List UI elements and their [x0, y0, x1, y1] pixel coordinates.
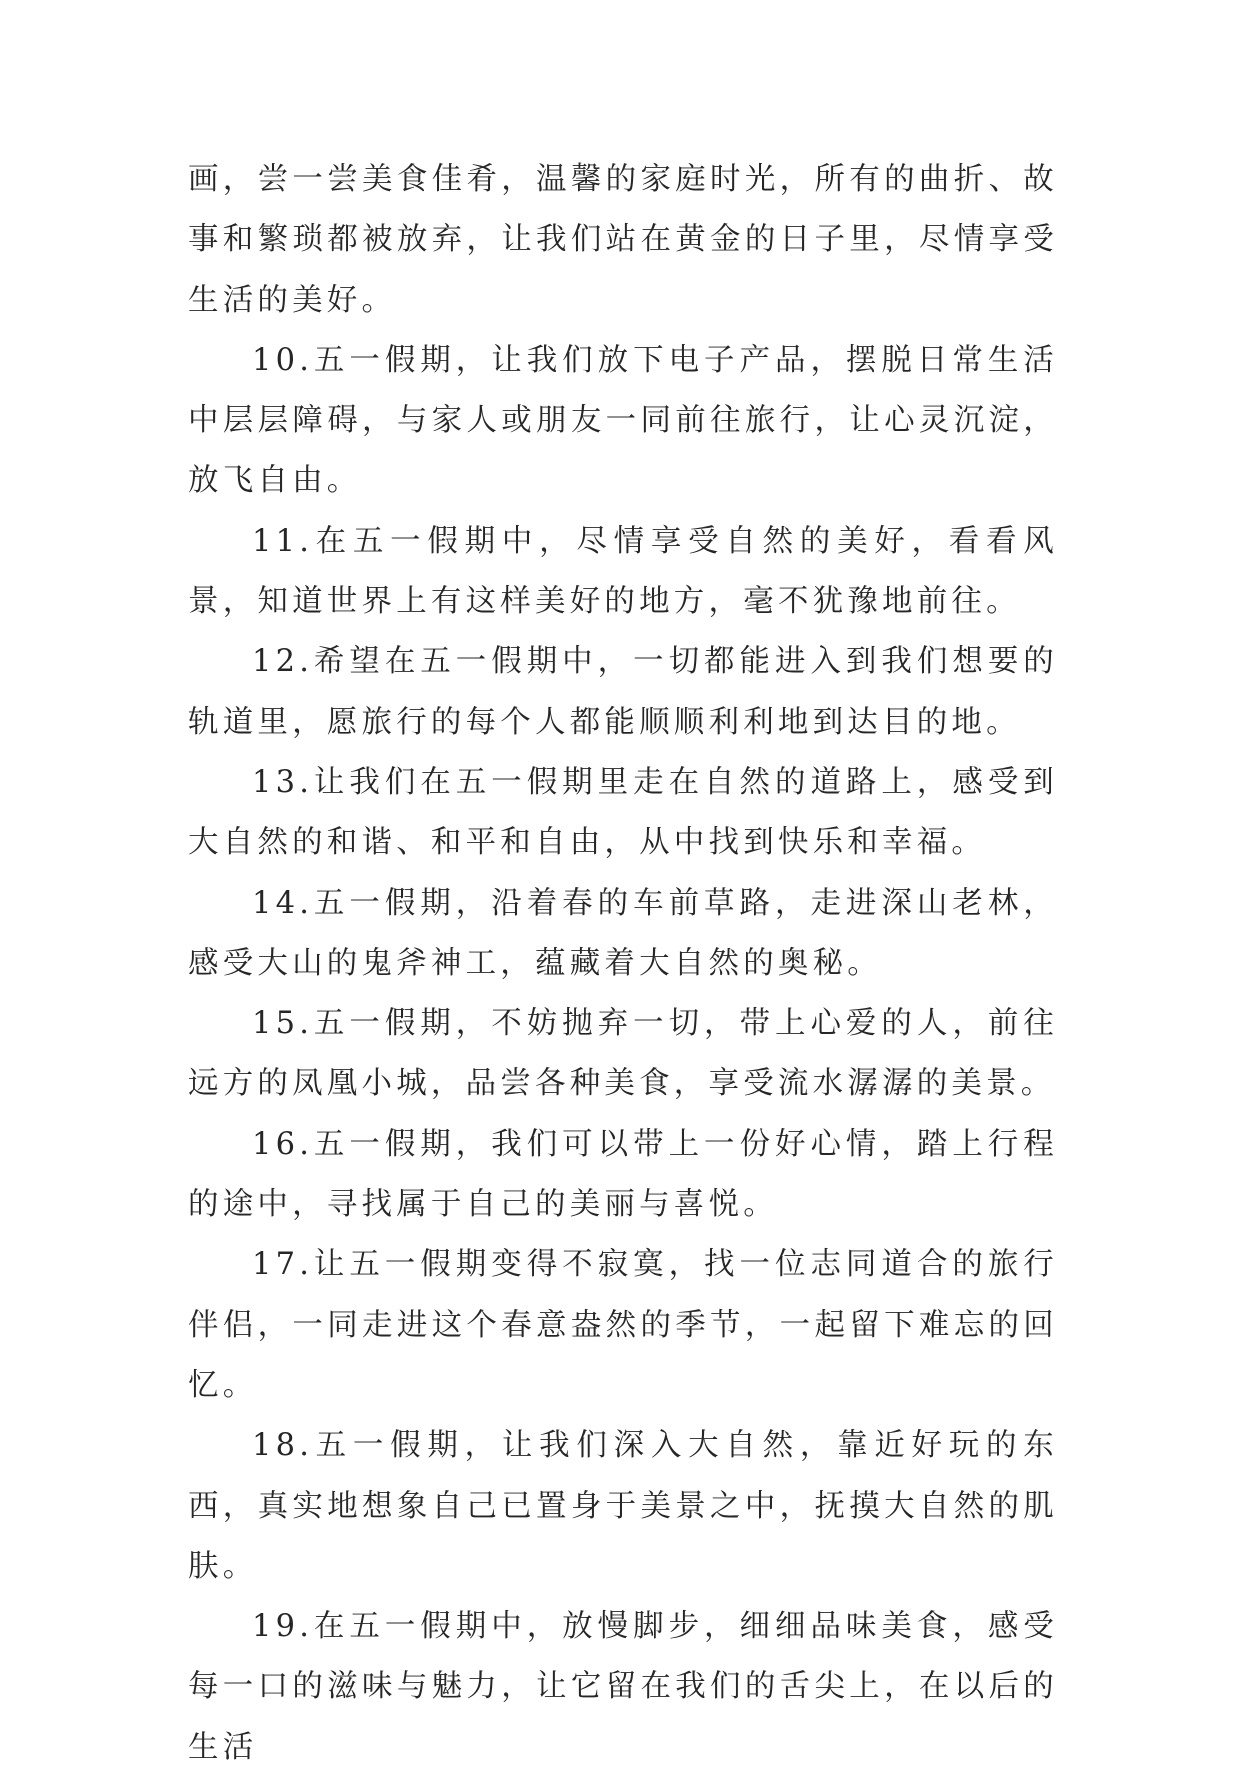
- paragraph-item-17: 17.让五一假期变得不寂寞，找一位志同道合的旅行伴侣，一同走进这个春意盎然的季节，一起留下难忘的回忆。: [188, 1247, 1058, 1403]
- paragraph-item-18: 18.五一假期，让我们深入大自然，靠近好玩的东西，真实地想象自己已置身于美景之中，抚摸大自然的肌肤。: [188, 1428, 1058, 1584]
- paragraph-continuation: 画，尝一尝美食佳肴，温馨的家庭时光，所有的曲折、故事和繁琐都被放弃，让我们站在黄金的日子里，尽情享受生活的美好。: [188, 162, 1058, 318]
- document-body: [188, 150, 1058, 1778]
- paragraph-item-12: 12.希望在五一假期中，一切都能进入到我们想要的轨道里，愿旅行的每个人都能顺顺利利地到达目的地。: [188, 644, 1058, 740]
- paragraph-item-14: 14.五一假期，沿着春的车前草路，走进深山老林，感受大山的鬼斧神工，蕴藏着大自然的奥秘。: [188, 885, 1058, 981]
- paragraph-item-19: 19.在五一假期中，放慢脚步，细细品味美食，感受每一口的滋味与魅力，让它留在我们的舌尖上，在以后的生活: [188, 1609, 1058, 1765]
- paragraph-item-10: 10.五一假期，让我们放下电子产品，摆脱日常生活中层层障碍，与家人或朋友一同前往旅行，让心灵沉淀，放飞自由。: [188, 342, 1058, 499]
- paragraph-item-15: 15.五一假期，不妨抛弃一切，带上心爱的人，前往远方的凤凰小城，品尝各种美食，享受流水潺潺的美景。: [188, 1006, 1058, 1102]
- paragraph-item-11: 11.在五一假期中，尽情享受自然的美好，看看风景，知道世界上有这样美好的地方，毫不犹豫地前往。: [188, 523, 1058, 620]
- paragraph-item-16: 16.五一假期，我们可以带上一份好心情，踏上行程的途中，寻找属于自己的美丽与喜悦。: [188, 1126, 1058, 1223]
- paragraph-item-13: 13.让我们在五一假期里走在自然的道路上，感受到大自然的和谐、和平和自由，从中找到快乐和幸福。: [188, 764, 1058, 861]
